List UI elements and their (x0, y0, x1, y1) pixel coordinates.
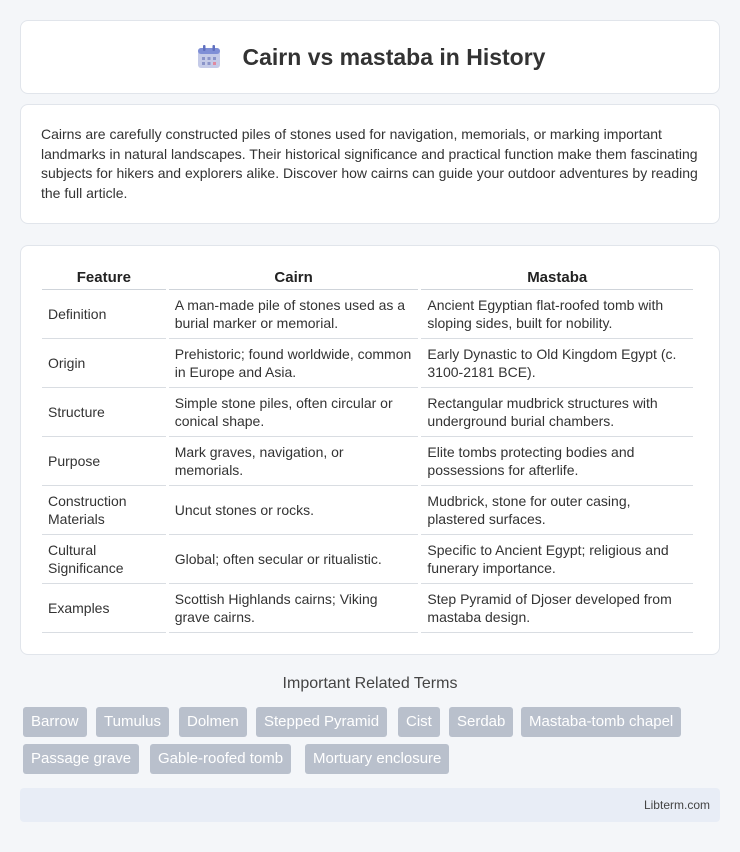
related-terms-title: Important Related Terms (282, 675, 458, 692)
cell-cairn: Mark graves, navigation, or memorials. (169, 437, 419, 486)
table-row (42, 437, 693, 486)
table-row (42, 290, 693, 339)
intro-text: Cairns are carefully constructed piles of stones used for navigation, memorials, or marking important landmarks in natural landscapes. Their historical significance and practical function make them fascinating subjects for hikers and explorers alike. Discover how cairns can guide your outdoor adventures by reading the full article. (41, 126, 698, 201)
cell-mastaba: Elite tombs protecting bodies and possessions for afterlife. (421, 437, 693, 486)
header-cairn: Cairn (169, 264, 419, 290)
cell-feature: Cultural Significance (42, 535, 166, 584)
comparison-table (39, 264, 696, 633)
cell-mastaba: Ancient Egyptian flat-roofed tomb with sloping sides, built for nobility. (421, 290, 693, 339)
related-term-tag[interactable]: Dolmen (179, 707, 247, 737)
header-mastaba: Mastaba (421, 264, 693, 290)
related-term-tag[interactable]: Passage grave (23, 744, 139, 774)
cell-cairn: Scottish Highlands cairns; Viking grave cairns. (169, 584, 419, 633)
related-term-tag[interactable]: Tumulus (96, 707, 169, 737)
cell-mastaba: Specific to Ancient Egypt; religious and funerary importance. (421, 535, 693, 584)
cell-cairn: A man-made pile of stones used as a burial marker or memorial. (169, 290, 419, 339)
related-term-tag[interactable]: Cist (398, 707, 440, 737)
table-row (42, 339, 693, 388)
page-title: Cairn vs mastaba in History (242, 43, 546, 70)
cell-feature: Origin (42, 339, 166, 388)
related-term-tag[interactable]: Mastaba-tomb chapel (521, 707, 681, 737)
table-row (42, 535, 693, 584)
cell-mastaba: Mudbrick, stone for outer casing, plastered surfaces. (421, 486, 693, 535)
cell-feature: Construction Materials (42, 486, 166, 535)
footer (20, 788, 720, 822)
cell-mastaba: Rectangular mudbrick structures with underground burial chambers. (421, 388, 693, 437)
table-row (42, 584, 693, 633)
cell-cairn: Uncut stones or rocks. (169, 486, 419, 535)
intro-card (20, 104, 720, 224)
cell-feature: Definition (42, 290, 166, 339)
related-term-tag[interactable]: Gable-roofed tomb (150, 744, 291, 774)
footer-link[interactable]: Libterm.com (643, 798, 710, 812)
table-row (42, 486, 693, 535)
header-card (20, 20, 720, 94)
related-term-tag[interactable]: Stepped Pyramid (256, 707, 387, 737)
cell-mastaba: Step Pyramid of Djoser developed from mastaba design. (421, 584, 693, 633)
comparison-table-card (20, 245, 720, 655)
related-term-tag[interactable]: Barrow (23, 707, 87, 737)
calendar-icon (195, 43, 223, 71)
related-term-tag[interactable]: Mortuary enclosure (305, 744, 449, 774)
table-header-row (42, 264, 693, 290)
cell-cairn: Global; often secular or ritualistic. (169, 535, 419, 584)
cell-mastaba: Early Dynastic to Old Kingdom Egypt (c. 3100-2181 BCE). (421, 339, 693, 388)
cell-feature: Purpose (42, 437, 166, 486)
related-term-tag[interactable]: Serdab (449, 707, 513, 737)
cell-feature: Structure (42, 388, 166, 437)
table-row (42, 388, 693, 437)
cell-cairn: Prehistoric; found worldwide, common in Europe and Asia. (169, 339, 419, 388)
cell-cairn: Simple stone piles, often circular or conical shape. (169, 388, 419, 437)
header-feature: Feature (42, 264, 166, 290)
cell-feature: Examples (42, 584, 166, 633)
